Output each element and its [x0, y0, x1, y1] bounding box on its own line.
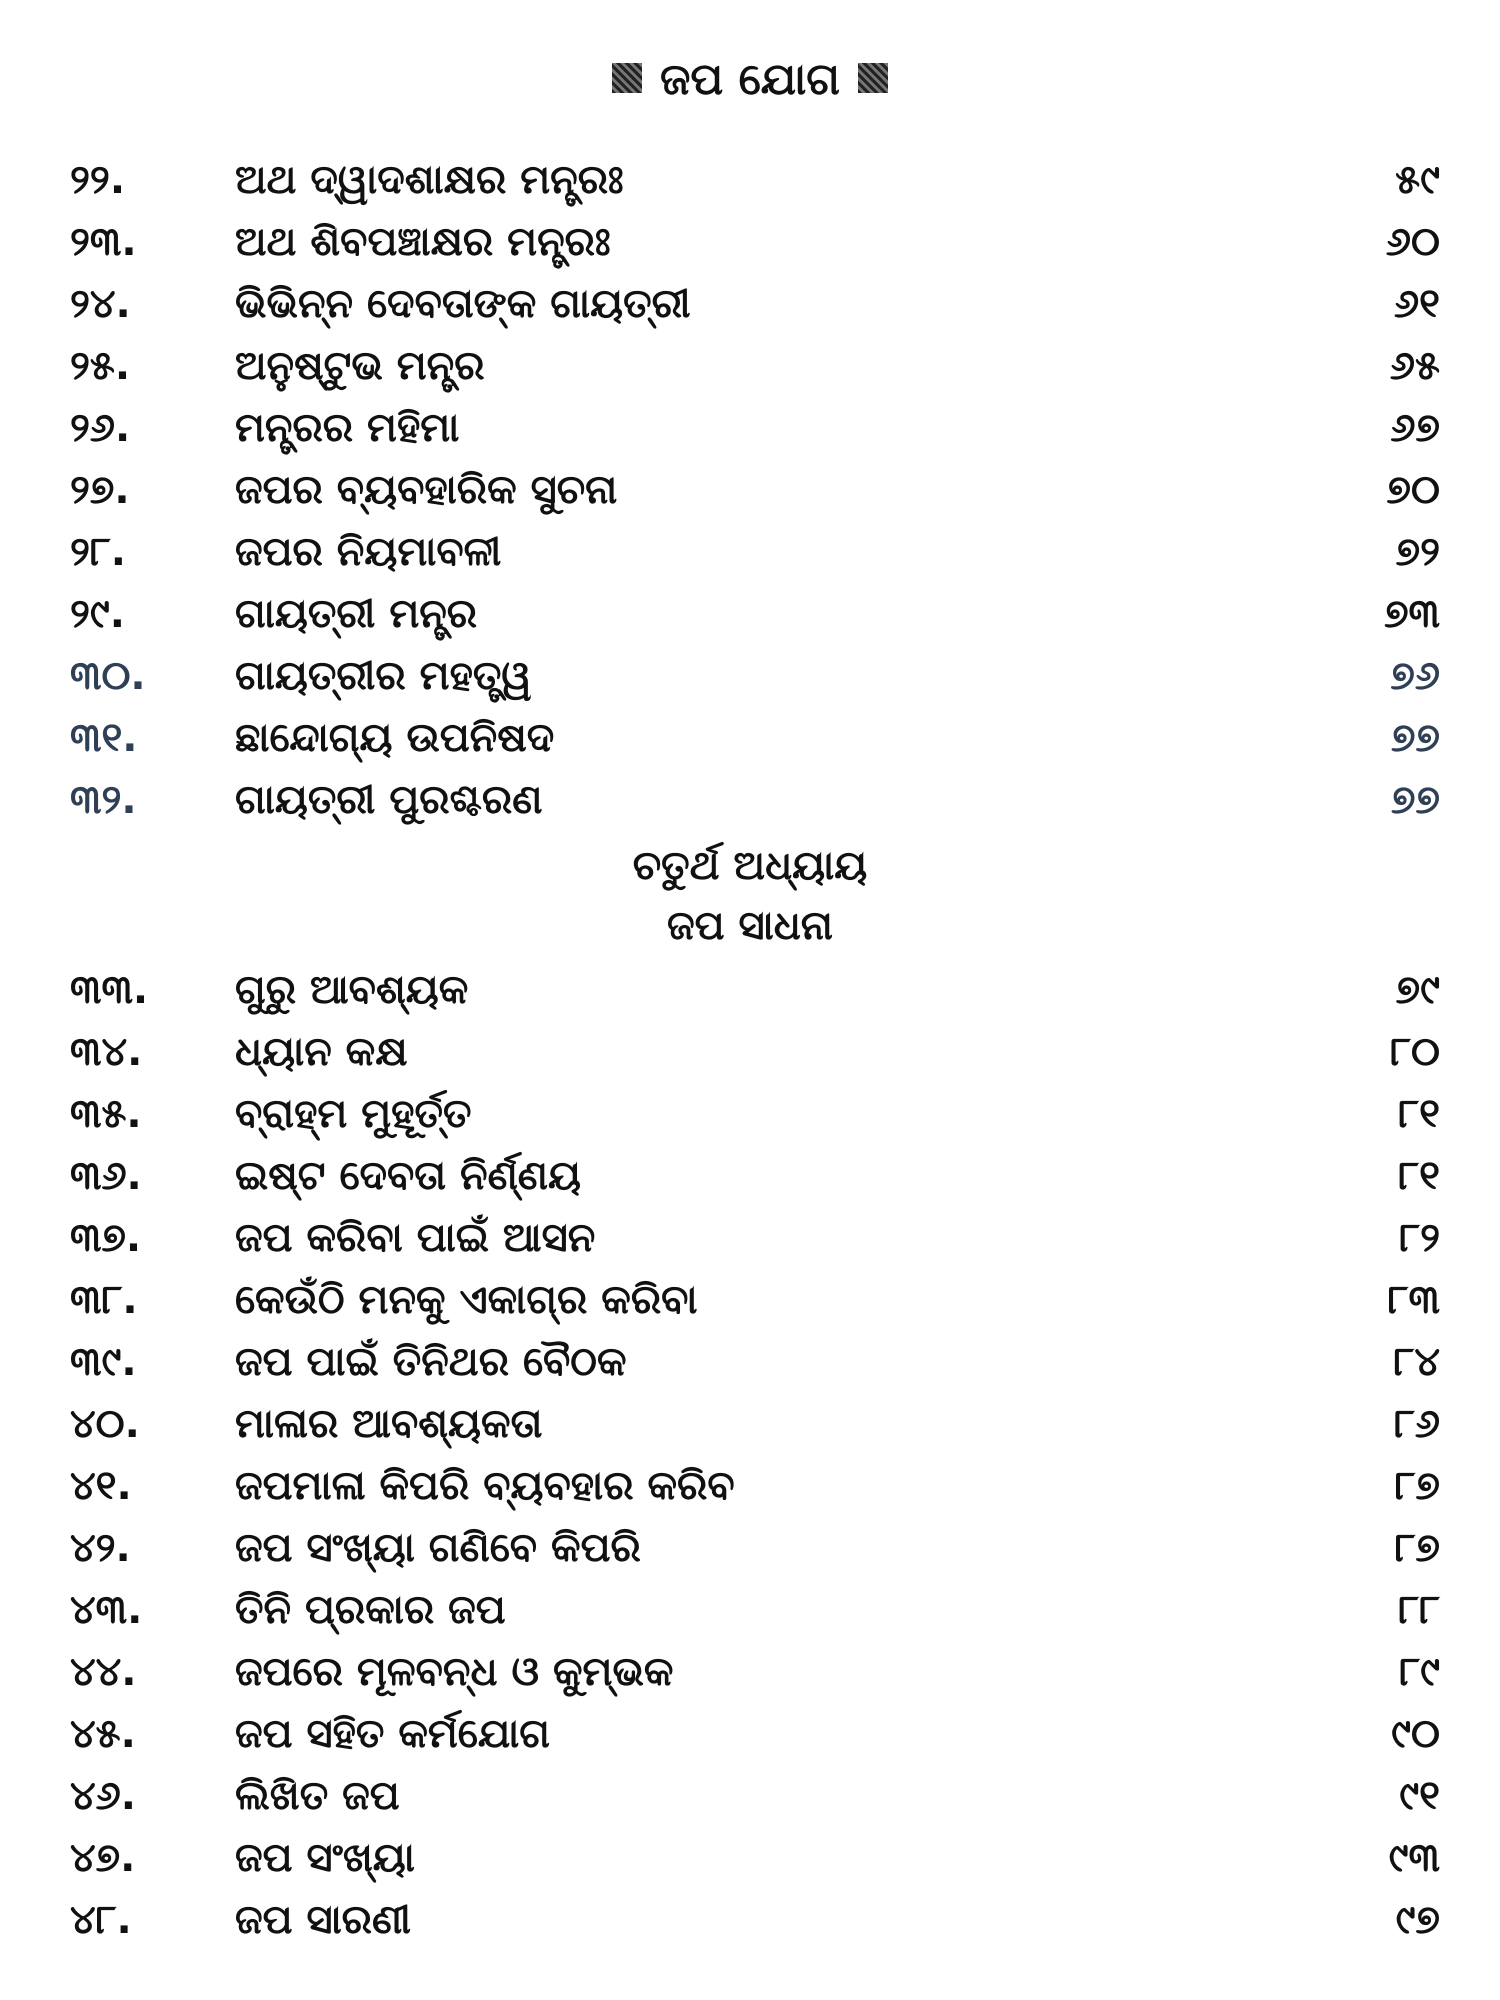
toc-entry	[0, 1270, 1500, 1330]
entry-page: ୬୫	[1389, 343, 1440, 389]
toc-entry	[0, 460, 1500, 520]
entry-number: ୨୨.	[70, 157, 126, 203]
entry-page: ୮୮	[1398, 1587, 1440, 1633]
entry-number: ୨୫.	[70, 343, 131, 389]
entry-number: ୩୯.	[70, 1339, 137, 1385]
toc-entry	[0, 1642, 1500, 1702]
entry-title: ଗୁରୁ ଆବଶ୍ୟକ	[235, 967, 469, 1013]
square-ornament-icon	[612, 63, 642, 93]
entry-title: ମନ୍ତ୍ରର ମହିମା	[235, 405, 460, 451]
entry-page: ୮୯	[1399, 1649, 1440, 1695]
entry-number: ୩୨.	[70, 777, 137, 823]
toc-entry	[0, 522, 1500, 582]
entry-title: ଛାନ୍ଦୋଗ୍ୟ ଉପନିଷଦ	[235, 715, 555, 761]
entry-page: ୯୧	[1399, 1773, 1440, 1819]
toc-entry	[0, 1394, 1500, 1454]
entry-title: କେଉଁଠି ମନକୁ ଏକାଗ୍ର କରିବା	[235, 1277, 698, 1323]
chapter-number-heading: ଚତୁର୍ଥ ଅଧ୍ୟାୟ	[632, 843, 868, 889]
entry-title: ଅଥ ଦ୍ୱାଦଶାକ୍ଷର ମନ୍ତ୍ରଃ	[235, 157, 624, 203]
entry-number: ୩୫.	[70, 1091, 142, 1137]
toc-entry	[0, 584, 1500, 644]
toc-entry	[0, 1766, 1500, 1826]
entry-number: ୪୮.	[70, 1897, 132, 1943]
entry-number: ୨୮.	[70, 529, 126, 575]
entry-page: ୮୧	[1398, 1091, 1440, 1137]
section-title: ଜପ ଯୋଗ	[659, 54, 841, 105]
entry-page: ୯୩	[1388, 1835, 1440, 1881]
entry-number: ୩୦.	[70, 653, 146, 699]
toc-entry	[0, 770, 1500, 830]
entry-page: ୫୯	[1395, 157, 1440, 203]
entry-number: ୪୬.	[70, 1773, 136, 1819]
entry-number: ୨୩.	[70, 219, 137, 265]
entry-title: ବ୍ରାହ୍ମ ମୁହୂର୍ତ୍ତ	[235, 1091, 472, 1137]
entry-number: ୨୭.	[70, 467, 130, 513]
section-header	[0, 48, 1500, 112]
entry-page: ୬୧	[1394, 281, 1440, 327]
toc-entry	[0, 398, 1500, 458]
entry-page: ୯୭	[1395, 1897, 1440, 1943]
entry-title: ଲିଖିତ ଜପ	[235, 1773, 400, 1819]
entry-page: ୮୬	[1394, 1401, 1440, 1447]
entry-page: ୭୭	[1391, 777, 1440, 823]
entry-number: ୩୭.	[70, 1215, 142, 1261]
toc-entry	[0, 646, 1500, 706]
entry-page: ୮୨	[1399, 1215, 1440, 1261]
entry-title: ଗାୟତ୍ରୀ ପୁରଶ୍ଚରଣ	[235, 777, 543, 823]
toc-entry	[0, 1332, 1500, 1392]
toc-entry	[0, 274, 1500, 334]
entry-number: ୨୬.	[70, 405, 131, 451]
entry-number: ୪୦.	[70, 1401, 140, 1447]
entry-page: ୮୦	[1390, 1029, 1440, 1075]
entry-title: ଜପ ପାଇଁ ତିନିଥର ବୈଠକ	[235, 1339, 627, 1385]
toc-entry	[0, 708, 1500, 768]
toc-entry	[0, 1146, 1500, 1206]
toc-entry	[0, 960, 1500, 1020]
entry-number: ୩୮.	[70, 1277, 138, 1323]
entry-title: ଧ୍ୟାନ କକ୍ଷ	[235, 1029, 408, 1075]
entry-page: ୭୦	[1386, 467, 1440, 513]
entry-title: ଅଥ ଶିବପଞ୍ଚାକ୍ଷର ମନ୍ତ୍ରଃ	[235, 219, 611, 265]
chapter-title-heading: ଜପ ସାଧନା	[667, 903, 833, 949]
entry-number: ୩୧.	[70, 715, 138, 761]
entry-page: ୯୦	[1391, 1711, 1440, 1757]
entry-page: ୮୭	[1394, 1525, 1440, 1571]
toc-entry	[0, 1084, 1500, 1144]
entry-title: ଜପ ସଂଖ୍ୟା ଗଣିବେ କିପରି	[235, 1525, 641, 1571]
entry-title: ଭିଭିନ୍ନ ଦେବତାଙ୍କ ଗାୟତ୍ରୀ	[235, 281, 691, 327]
entry-number: ୪୫.	[70, 1711, 136, 1757]
entry-title: ଜପମାଳା କିପରି ବ୍ୟବହାର କରିବ	[235, 1463, 735, 1509]
entry-title: ଅନୁଷ୍ଟୁଭ ମନ୍ତ୍ର	[235, 343, 485, 389]
toc-entry	[0, 336, 1500, 396]
entry-title: ଜପର ନିୟମାବଳୀ	[235, 529, 502, 575]
entry-number: ୪୨.	[70, 1525, 131, 1571]
entry-page: ୭୯	[1395, 967, 1440, 1013]
entry-title: ଗାୟତ୍ରୀ ମନ୍ତ୍ର	[235, 591, 478, 637]
entry-title: ତିନି ପ୍ରକାର ଜପ	[235, 1587, 506, 1633]
square-ornament-icon	[858, 63, 888, 93]
entry-number: ୪୪.	[70, 1649, 137, 1695]
entry-page: ୮୪	[1393, 1339, 1440, 1385]
entry-title: ଜପ ସହିତ କର୍ମଯୋଗ	[235, 1711, 551, 1757]
entry-title: ଜପ କରିବା ପାଇଁ ଆସନ	[235, 1215, 596, 1261]
entry-number: ୪୧.	[70, 1463, 132, 1509]
entry-title: ଜପ ସାରଣୀ	[235, 1897, 411, 1943]
entry-title: ଜପର ବ୍ୟବହାରିକ ସୁଚନା	[235, 467, 618, 513]
entry-number: ୪୩.	[70, 1587, 143, 1633]
toc-entry	[0, 1890, 1500, 1950]
entry-title: ଜପ ସଂଖ୍ୟା	[235, 1835, 415, 1881]
toc-entry	[0, 1456, 1500, 1516]
toc-entry	[0, 1828, 1500, 1888]
entry-number: ୩୪.	[70, 1029, 143, 1075]
entry-page: ୮୭	[1394, 1463, 1440, 1509]
entry-number: ୪୭.	[70, 1835, 136, 1881]
entry-page: ୭୬	[1390, 653, 1440, 699]
entry-title: ମାଳାର ଆବଶ୍ୟକତା	[235, 1401, 543, 1447]
toc-entry	[0, 1208, 1500, 1268]
toc-entry	[0, 1704, 1500, 1764]
entry-title: ଗାୟତ୍ରୀର ମହତ୍ତ୍ୱ	[235, 653, 532, 699]
entry-number: ୨୪.	[70, 281, 131, 327]
entry-page: ୬୭	[1390, 405, 1440, 451]
entry-page: ୭୨	[1395, 529, 1440, 575]
entry-number: ୩୬.	[70, 1153, 142, 1199]
entry-page: ୬୦	[1385, 219, 1440, 265]
entry-title: ଇଷ୍ଟ ଦେବତା ନିର୍ଣ୍ଣୟ	[235, 1153, 582, 1199]
entry-page: ୮୩	[1387, 1277, 1440, 1323]
entry-number: ୩୩.	[70, 967, 149, 1013]
entry-title: ଜପରେ ମୂଳବନ୍ଧ ଓ କୁମ୍ଭକ	[235, 1649, 674, 1695]
entry-page: ୭୭	[1391, 715, 1440, 761]
toc-entry	[0, 1580, 1500, 1640]
toc-entry	[0, 1022, 1500, 1082]
entry-number: ୨୯.	[70, 591, 125, 637]
entry-page: ୭୩	[1384, 591, 1440, 637]
entry-page: ୮୧	[1398, 1153, 1440, 1199]
toc-entry	[0, 212, 1500, 272]
toc-entry	[0, 150, 1500, 210]
toc-entry	[0, 1518, 1500, 1578]
